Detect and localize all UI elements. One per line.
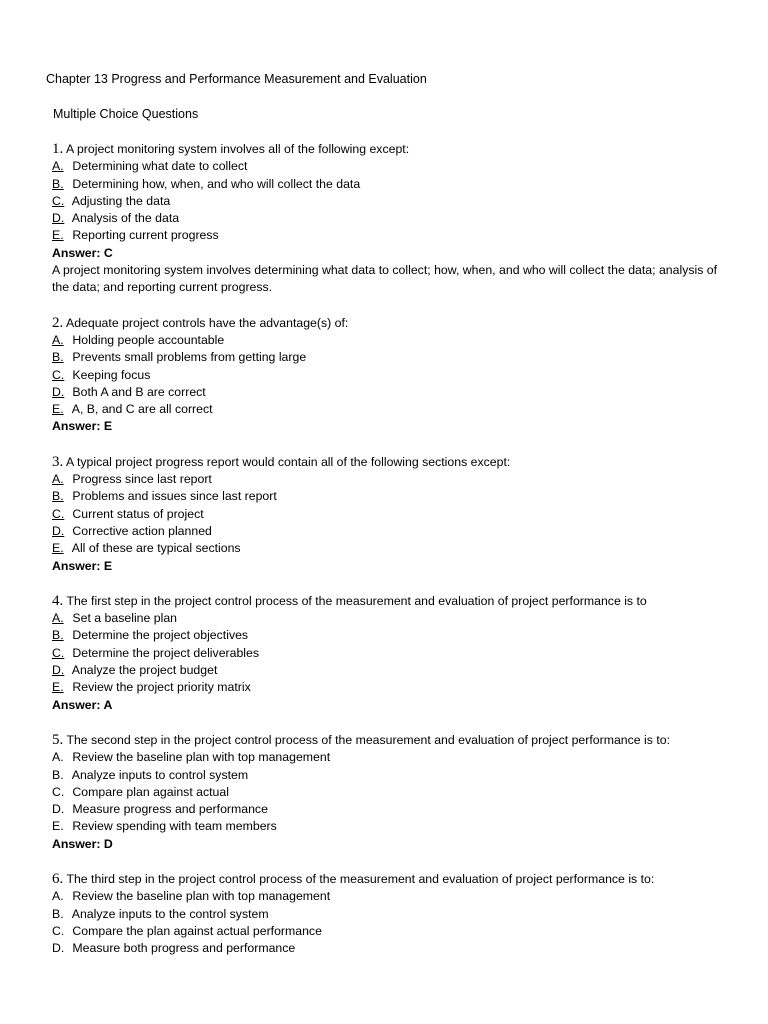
option-text: Corrective action planned <box>72 523 212 538</box>
answer-option <box>52 384 732 401</box>
option-text: Both A and B are correct <box>72 384 206 399</box>
option-letter: C. <box>52 506 65 521</box>
question-stem <box>52 593 732 610</box>
answer-option <box>52 488 732 505</box>
question-text: The first step in the project control process of the measurement and evaluation of project performance is to <box>66 593 647 608</box>
answer-key: Answer: E <box>52 419 113 434</box>
option-letter: C. <box>52 784 65 799</box>
document-title: Chapter 13 Progress and Performance Measurement and Evaluation <box>46 72 427 86</box>
answer-option <box>52 158 732 175</box>
option-letter: D. <box>52 384 65 399</box>
question-number: 1. <box>52 141 64 157</box>
answer-option <box>52 506 732 523</box>
answer-option <box>52 332 732 349</box>
option-letter: B. <box>52 350 64 365</box>
option-text: Compare the plan against actual performance <box>72 923 322 938</box>
option-text: Determine the project deliverables <box>72 645 260 660</box>
answer-key: Answer: E <box>52 558 113 573</box>
answer-option <box>52 610 732 627</box>
question-number: 5. <box>52 731 64 748</box>
option-letter: B. <box>52 767 64 782</box>
option-letter: B. <box>52 906 64 921</box>
question-stem <box>52 871 732 888</box>
question-number: 6. <box>52 870 64 887</box>
answer-option <box>52 367 732 384</box>
answer-option <box>52 679 732 696</box>
answer-option <box>52 767 732 784</box>
answer-option <box>52 193 732 210</box>
question-text: A project monitoring system involves all of the following except: <box>66 142 410 156</box>
option-letter: D. <box>52 941 65 956</box>
option-text: Set a baseline plan <box>72 611 178 626</box>
option-text: Measure both progress and performance <box>72 941 296 956</box>
question-number: 2. <box>52 314 64 331</box>
question-block <box>52 141 732 297</box>
option-letter: A. <box>52 159 64 174</box>
question-text: A typical project progress report would contain all of the following sections except: <box>66 454 511 469</box>
answer-option <box>52 401 732 418</box>
option-letter: A. <box>52 889 64 904</box>
question-text: The second step in the project control process of the measurement and evaluation of project performance is to: <box>66 732 671 747</box>
answer-option <box>52 923 732 940</box>
option-text: Holding people accountable <box>72 332 225 347</box>
question-block <box>52 593 732 714</box>
option-text: Determining what date to collect <box>72 159 248 174</box>
question-number: 4. <box>52 592 64 609</box>
option-text: Measure progress and performance <box>72 802 268 817</box>
option-text: Review the baseline plan with top management <box>72 750 331 765</box>
option-letter: B. <box>52 176 64 191</box>
question-list <box>52 141 732 975</box>
option-letter: C. <box>52 367 65 382</box>
question-stem <box>52 315 732 332</box>
option-text: Adjusting the data <box>71 193 171 208</box>
option-letter: B. <box>52 489 64 504</box>
option-text: Review the project priority matrix <box>72 680 251 695</box>
option-text: Current status of project <box>72 506 204 521</box>
option-text: Analyze inputs to control system <box>71 767 249 782</box>
option-letter: D. <box>52 663 65 678</box>
question-stem <box>52 732 732 749</box>
option-text: All of these are typical sections <box>71 541 241 556</box>
option-letter: D. <box>52 523 65 538</box>
answer-option <box>52 210 732 227</box>
answer-option <box>52 540 732 557</box>
option-text: Review the baseline plan with top management <box>72 889 331 904</box>
option-letter: E. <box>52 402 64 417</box>
option-text: Keeping focus <box>72 367 151 382</box>
option-text: Problems and issues since last report <box>72 489 277 504</box>
option-letter: E. <box>52 228 64 243</box>
option-text: Prevents small problems from getting large <box>72 350 307 365</box>
option-letter: C. <box>52 645 65 660</box>
answer-option <box>52 662 732 679</box>
answer-key: Answer: C <box>52 245 113 260</box>
answer-option <box>52 749 732 766</box>
question-stem <box>52 454 732 471</box>
question-block <box>52 315 732 436</box>
option-text: Analyze inputs to the control system <box>71 906 269 921</box>
option-letter: D. <box>52 802 65 817</box>
option-text: A, B, and C are all correct <box>71 402 213 417</box>
answer-option <box>52 888 732 905</box>
option-letter: A. <box>52 332 64 347</box>
option-letter: E. <box>52 680 64 695</box>
answer-option <box>52 227 732 244</box>
answer-key: Answer: A <box>52 697 113 712</box>
answer-option <box>52 627 732 644</box>
option-text: Progress since last report <box>72 472 212 487</box>
option-letter: D. <box>52 211 65 226</box>
option-letter: A. <box>52 472 64 487</box>
option-text: Analyze the project budget <box>71 663 218 678</box>
question-block <box>52 454 732 575</box>
option-letter: E. <box>52 819 64 834</box>
answer-key: Answer: D <box>52 836 113 851</box>
question-stem <box>52 141 732 158</box>
answer-explanation: A project monitoring system involves determining what data to collect; how, when, and who will collect the data; analysis of the data; and reporting current progress. <box>52 263 718 295</box>
option-text: Analysis of the data <box>71 211 180 226</box>
question-text: Adequate project controls have the advantage(s) of: <box>66 315 349 330</box>
answer-option <box>52 523 732 540</box>
option-text: Determining how, when, and who will collect the data <box>72 176 361 191</box>
answer-option <box>52 818 732 835</box>
option-letter: E. <box>52 541 64 556</box>
option-text: Review spending with team members <box>72 819 277 834</box>
question-number: 3. <box>52 453 64 470</box>
answer-option <box>52 940 732 957</box>
answer-option <box>52 645 732 662</box>
answer-option <box>52 176 732 193</box>
answer-option <box>52 906 732 923</box>
option-text: Determine the project objectives <box>72 628 249 643</box>
option-letter: A. <box>52 611 64 626</box>
question-block <box>52 871 732 957</box>
option-letter: C. <box>52 193 65 208</box>
option-text: Reporting current progress <box>72 228 219 243</box>
section-heading: Multiple Choice Questions <box>53 107 199 121</box>
question-block <box>52 732 732 853</box>
answer-option <box>52 801 732 818</box>
option-letter: B. <box>52 628 64 643</box>
option-text: Compare plan against actual <box>72 784 229 799</box>
answer-option <box>52 471 732 488</box>
answer-option <box>52 784 732 801</box>
option-letter: C. <box>52 923 65 938</box>
question-text: The third step in the project control process of the measurement and evaluation of project performance is to: <box>66 871 655 886</box>
option-letter: A. <box>52 750 64 765</box>
answer-option <box>52 349 732 366</box>
